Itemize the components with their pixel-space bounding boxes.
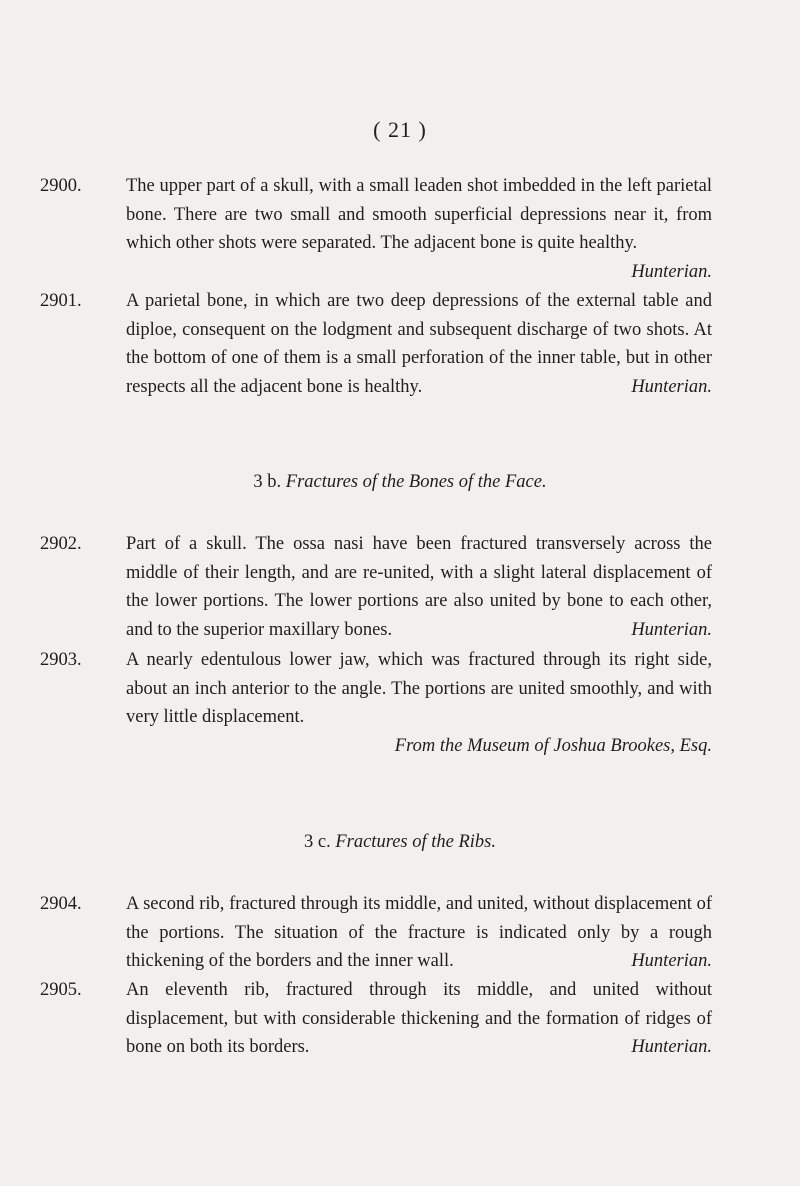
entry-text <box>126 976 712 1062</box>
entry-description: The upper part of a skull, with a small leaden shot imbedded in the left parietal bone. There are two small and smooth superficial depressions near it, from which other shots were separated. The adjacent bone is quite healthy. <box>126 176 712 253</box>
entry-text <box>126 287 712 401</box>
entry-description: Part of a skull. The ossa nasi have been fractured transversely across the middle of their length, and are re-united, with a slight lateral displacement of the lower portions. The lower portions are also united by bone to each other, and to the superior maxillary bones. <box>126 534 712 640</box>
entry-text <box>126 172 712 286</box>
entry-description: An eleventh rib, fractured through its middle, and united without displacement, but with considerable thickening and the formation of ridges of bone on both its borders. <box>126 980 712 1057</box>
entry-number: 2905. <box>40 980 82 1000</box>
section-heading <box>0 472 800 493</box>
section-heading <box>0 832 800 853</box>
entry-number: 2902. <box>40 534 82 554</box>
entry-number: 2900. <box>40 176 82 196</box>
entry-text <box>126 890 712 976</box>
entry-source: Hunterian. <box>631 951 712 971</box>
entry-number: 2903. <box>40 650 82 670</box>
section-label: 3 b. <box>253 472 282 492</box>
entry-description: A second rib, fractured through its middle, and united, without displacement of the portions. The situation of the fracture is indicated only by a rough thickening of the borders and the inner wall. <box>126 894 712 971</box>
entry-source: Hunterian. <box>631 376 712 397</box>
entry-number: 2904. <box>40 894 82 914</box>
entry-description: A parietal bone, in which are two deep depressions of the external table and diploe, consequent on the lodgment and subsequent discharge of two shots. At the bottom of one of them is a small perforation of the inner table, but in other respects all the adjacent bone is healthy. <box>126 291 712 397</box>
entry-text <box>126 530 712 644</box>
entry-description: A nearly edentulous lower jaw, which was fractured through its right side, about an inch anterior to the angle. The portions are united smoothly, and with very little displacement. <box>126 650 712 727</box>
section-title: Fractures of the Bones of the Face. <box>285 472 547 492</box>
entry-source: Hunterian. <box>631 261 712 282</box>
page-number: ( 21 ) <box>373 117 427 142</box>
entry-number: 2901. <box>40 291 82 311</box>
section-title: Fractures of the Ribs. <box>335 832 496 852</box>
section-label: 3 c. <box>304 832 331 852</box>
entry-source: From the Museum of Joshua Brookes, Esq. <box>394 735 712 756</box>
entry-text <box>126 646 712 760</box>
entry-source: Hunterian. <box>631 1037 712 1057</box>
entry-source: Hunterian. <box>631 619 712 640</box>
